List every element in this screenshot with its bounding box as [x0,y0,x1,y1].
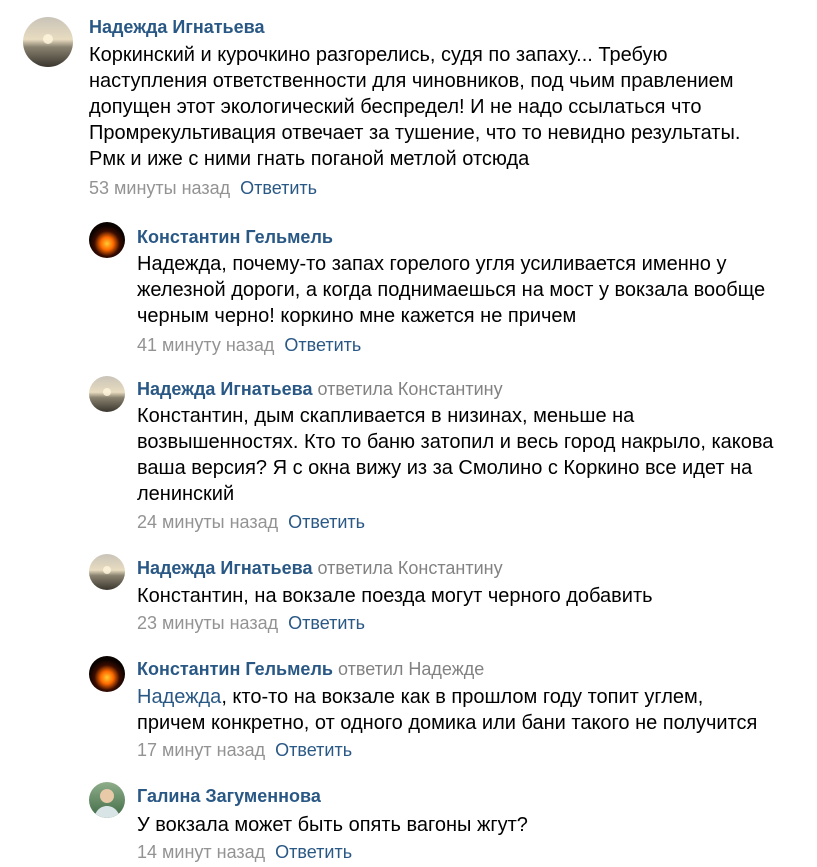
author-name[interactable]: Галина Загуменнова [137,786,321,806]
comment-author[interactable] [137,226,333,248]
comment-text: У вокзала может быть опять вагоны жгут? [137,814,528,836]
author-name[interactable]: Надежда Игнатьева [137,558,313,578]
comment-text: Константин, дым скапливается в низинах, меньше на возвышенностях. Кто то баню затопил и весь город накрыло, какова ваша версия? Я с окна вижу из за Смолино с Коркино все идет на ленинский [137,405,774,505]
reply-button[interactable]: Ответить [275,842,353,862]
comment-text-body: , кто-то на вокзале как в прошлом году топит углем, причем конкретно, от одного домика или бани такого не получится [137,686,758,734]
author-name[interactable]: Надежда Игнатьева [89,17,265,37]
comment-text: Константин, на вокзале поезда могут черного добавить [137,585,653,607]
comment-text: Надежда, почему-то запах горелого угля усиливается именно у железной дороги, а когда поднимаешься на мост у вокзала вообще черным черно! коркино мне кажется не причем [137,253,766,327]
comment-meta [137,612,365,634]
comment-meta [137,334,361,356]
comment-text: Коркинский и курочкино разгорелись, судя по запаху... Требую наступления ответственности для чиновников, под чьим правлением допущен этот экологический беспредел! И не надо ссылаться что Промрекультивация отвечает за тушение, что то невидно результаты. Рмк и иже с ними гнать поганой метлой отсюда [89,44,741,170]
reply-button[interactable]: Ответить [288,512,366,532]
comment-meta [137,739,352,761]
replied-to[interactable]: ответила Константину [317,558,503,578]
comment-time[interactable]: 17 минут назад [137,740,266,760]
mention-link[interactable]: Надежда [137,686,222,708]
user-avatar-sunset[interactable] [23,17,73,67]
author-name[interactable]: Надежда Игнатьева [137,379,313,399]
comment-meta [137,511,365,533]
reply-button[interactable]: Ответить [275,740,353,760]
reply-button[interactable]: Ответить [288,613,366,633]
user-avatar-fire[interactable] [89,656,125,692]
user-avatar-sunset[interactable] [89,554,125,590]
comment-text [137,684,777,736]
author-name[interactable]: Константин Гельмель [137,659,333,679]
user-avatar-fire[interactable] [89,222,125,258]
comment-meta [89,177,317,199]
comment-time[interactable]: 41 минуту назад [137,335,275,355]
comment-author[interactable] [137,785,321,807]
user-avatar-sunset[interactable] [89,376,125,412]
reply-button[interactable]: Ответить [240,178,318,198]
user-avatar-person[interactable] [89,782,125,818]
replied-to[interactable]: ответил Надежде [337,659,485,679]
comment-time[interactable]: 53 минуты назад [89,178,231,198]
comment-author[interactable] [137,658,484,680]
reply-button[interactable]: Ответить [284,335,362,355]
comment-time[interactable]: 24 минуты назад [137,512,279,532]
comment-author[interactable] [137,378,503,400]
comment-author[interactable] [89,16,264,38]
comment-time[interactable]: 14 минут назад [137,842,266,862]
author-name[interactable]: Константин Гельмель [137,227,333,247]
comment-author[interactable] [137,557,503,579]
comment-time[interactable]: 23 минуты назад [137,613,279,633]
comment-meta [137,841,352,863]
replied-to[interactable]: ответила Константину [317,379,503,399]
